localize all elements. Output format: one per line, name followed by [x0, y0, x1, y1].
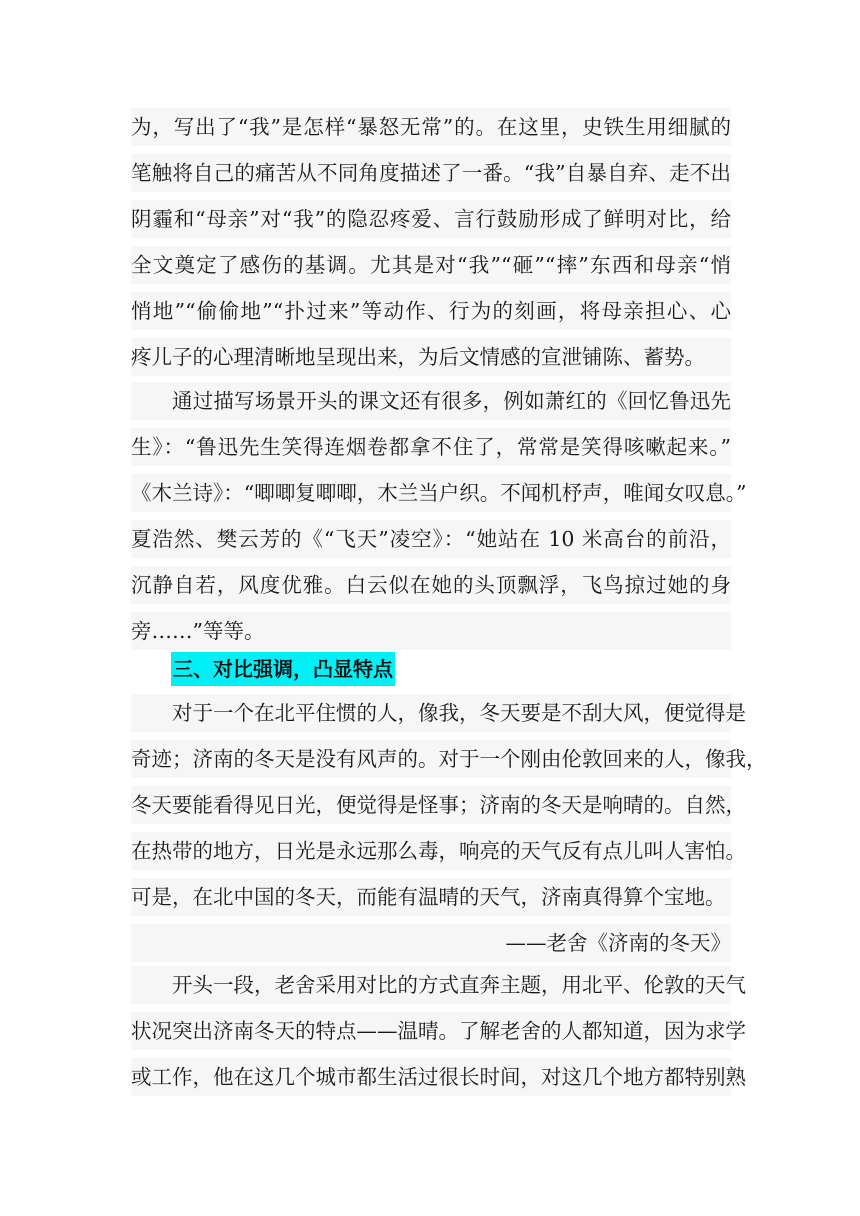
paragraph-line: 疼儿子的心理清晰地呈现出来，为后文情感的宣泄铺陈、蓄势。 [131, 338, 731, 376]
quote-line: 在热带的地方，日光是永远那么毒，响亮的天气反有点儿叫人害怕。 [131, 832, 731, 870]
paragraph-line: 沉静自若，风度优雅。白云似在她的头顶飘浮，飞鸟掠过她的身 [131, 566, 731, 604]
quote-line: 可是，在北中国的冬天，而能有温晴的天气，济南真得算个宝地。 [131, 878, 731, 916]
paragraph-line: 《木兰诗》：“唧唧复唧唧，木兰当户织。不闻机杼声，唯闻女叹息。” [131, 474, 731, 512]
quote-line: 冬天要能看得见日光，便觉得是怪事；济南的冬天是响晴的。自然， [131, 786, 731, 824]
paragraph-line: 笔触将自己的痛苦从不同角度描述了一番。“我”自暴自弃、走不出 [131, 154, 731, 192]
paragraph-line: 或工作，他在这几个城市都生活过很长时间，对这几个地方都特别熟 [131, 1058, 731, 1096]
paragraph-line: 通过描写场景开头的课文还有很多，例如萧红的《回忆鲁迅先 [131, 382, 731, 420]
section-heading: 三、对比强调，凸显特点 [171, 652, 395, 686]
paragraph-line: 旁……”等等。 [131, 612, 731, 650]
paragraph-line: 全文奠定了感伤的基调。尤其是对“我”“砸”“摔”东西和母亲“悄 [131, 246, 731, 284]
paragraph-line: 阴霾和“母亲”对“我”的隐忍疼爱、言行鼓励形成了鲜明对比，给 [131, 200, 731, 238]
quote-line: 对于一个在北平住惯的人，像我，冬天要是不刮大风，便觉得是 [131, 694, 731, 732]
paragraph-line: 生》：“鲁迅先生笑得连烟卷都拿不住了，常常是笑得咳嗽起来。” [131, 428, 731, 466]
paragraph-line: 状况突出济南冬天的特点——温晴。了解老舍的人都知道，因为求学 [131, 1012, 731, 1050]
quote-attribution: ——老舍《济南的冬天》 [131, 924, 731, 962]
paragraph-line: 夏浩然、樊云芳的《“飞天”凌空》：“她站在 10 米高台的前沿， [131, 520, 731, 558]
quote-line: 奇迹；济南的冬天是没有风声的。对于一个刚由伦敦回来的人，像我， [131, 740, 731, 778]
paragraph-line: 开头一段，老舍采用对比的方式直奔主题，用北平、伦敦的天气 [131, 966, 731, 1004]
paragraph-line: 为，写出了“我”是怎样“暴怒无常”的。在这里，史铁生用细腻的 [131, 108, 731, 146]
paragraph-line: 悄地”“偷偷地”“扑过来”等动作、行为的刻画，将母亲担心、心 [131, 292, 731, 330]
